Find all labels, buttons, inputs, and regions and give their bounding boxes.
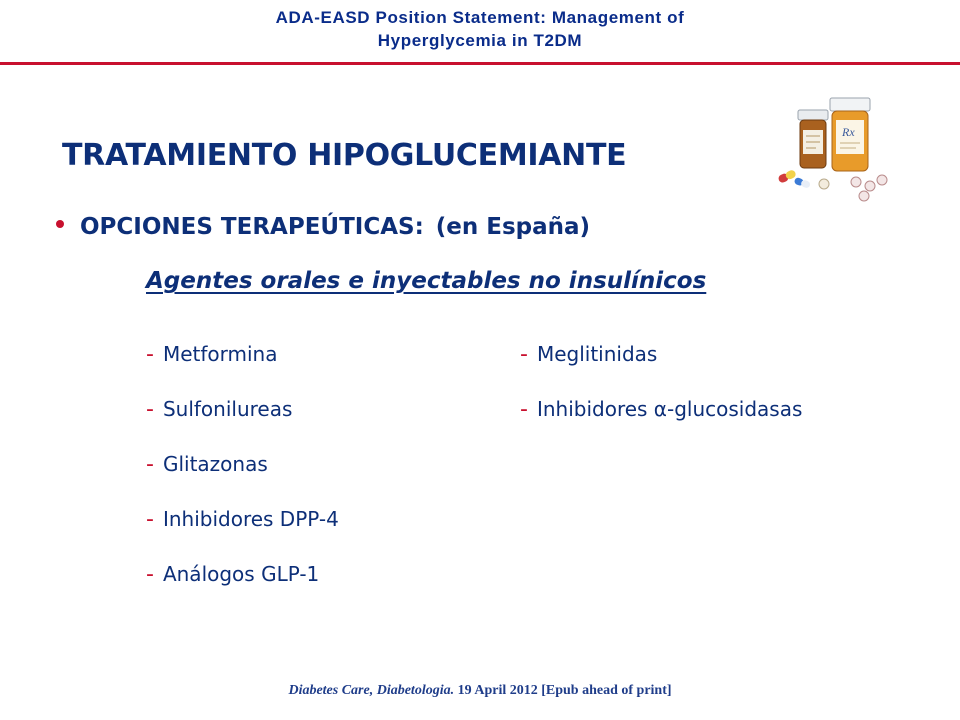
agents-list-left (146, 342, 339, 617)
dash-icon: - (146, 342, 154, 367)
bullet-sublabel: (en España) (435, 214, 591, 240)
bullet-label: OPCIONES TERAPEÚTICAS: (80, 214, 424, 240)
header-line-1: ADA-EASD Position Statement: Management of (275, 8, 685, 27)
list-item-label: Inhibidores DPP-4 (162, 507, 339, 531)
pill-bottles-svg (776, 96, 894, 208)
dash-icon: - (146, 507, 154, 532)
list-item (146, 342, 339, 397)
small-bottle-cap (798, 110, 828, 120)
dash-icon: - (146, 397, 154, 422)
section-subtitle: Agentes orales e inyectables no insulínicos (146, 268, 707, 294)
dash-icon: - (520, 397, 528, 422)
citation-date: 19 April 2012 [Epub ahead of print] (457, 683, 672, 698)
citation-journal: Diabetes Care, Diabetologia. (288, 683, 455, 698)
dash-icon: - (146, 452, 154, 477)
list-item-label: Meglitinidas (536, 342, 658, 366)
agents-list-right (520, 342, 802, 452)
rx-label: Rx (842, 125, 855, 139)
tablet-icon (819, 179, 829, 189)
tablet-icon (877, 175, 887, 185)
tablet-icon (865, 181, 875, 191)
pill-bottles-icon (776, 96, 894, 208)
header-divider (0, 62, 960, 65)
dash-icon: - (146, 562, 154, 587)
header-line-2: Hyperglycemia in T2DM (377, 31, 583, 50)
list-item (520, 397, 802, 452)
list-item (146, 452, 339, 507)
tablet-icon (851, 177, 861, 187)
list-item (520, 342, 802, 397)
capsule-red-icon (777, 169, 797, 184)
dash-icon: - (520, 342, 528, 367)
slide-title: TRATAMIENTO HIPOGLUCEMIANTE (62, 138, 627, 173)
header (0, 6, 960, 52)
capsule-blue-icon (794, 177, 811, 189)
bullet-options (56, 214, 590, 240)
tablet-icon (859, 191, 869, 201)
list-item-label: Inhibidores α-glucosidasas (536, 397, 803, 421)
list-item-label: Análogos GLP-1 (162, 562, 320, 586)
list-item-label: Metformina (162, 342, 278, 366)
list-item-label: Glitazonas (162, 452, 268, 476)
large-bottle-cap (830, 98, 870, 111)
list-item (146, 397, 339, 452)
list-item (146, 562, 339, 617)
list-item-label: Sulfonilureas (162, 397, 293, 421)
list-item (146, 507, 339, 562)
citation (0, 683, 960, 699)
bullet-dot-icon (56, 220, 64, 228)
